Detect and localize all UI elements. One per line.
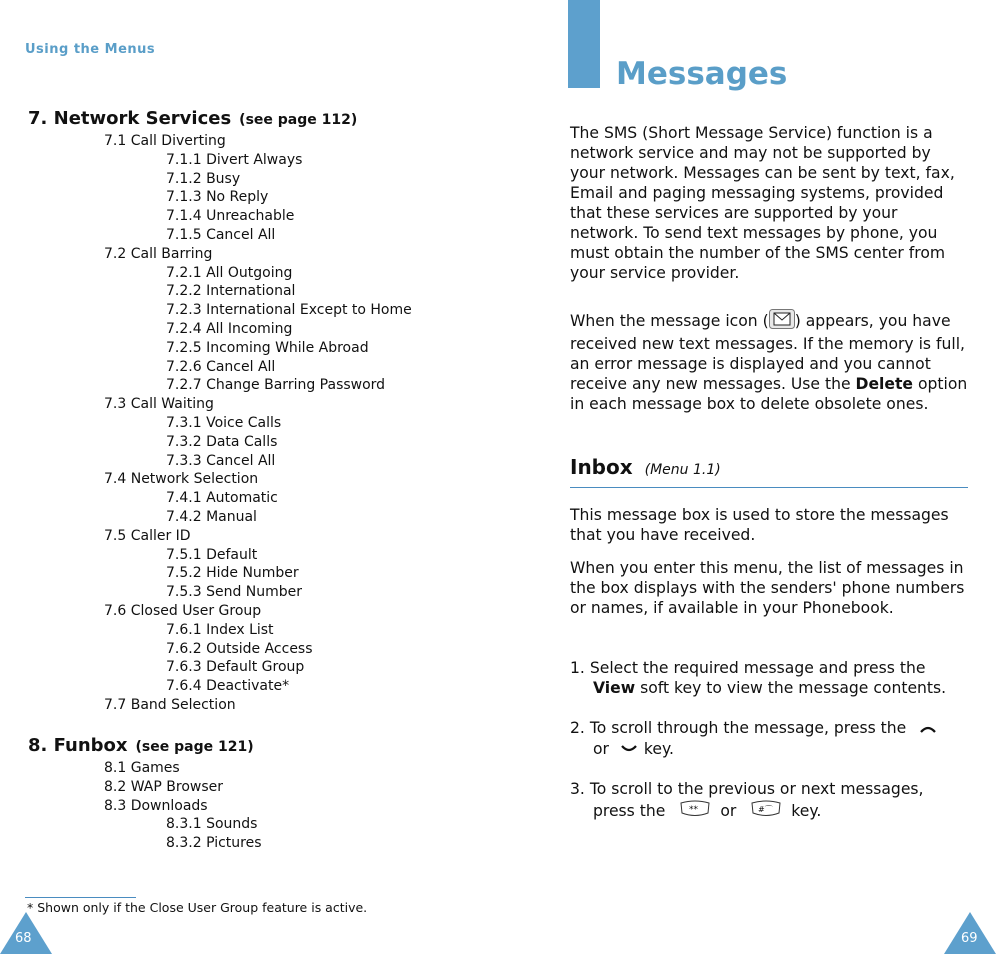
section-title bbox=[28, 735, 254, 756]
submenu-item: 7.4.1 Automatic bbox=[166, 490, 278, 507]
submenu-item: 8.3.2 Pictures bbox=[166, 835, 262, 852]
intro-paragraph: The SMS (Short Message Service) function is a network service and may not be supported by your network. Messages can be sent by text, fax, Email and paging messaging systems, provided that these services are supported by your network. To send text messages by phone, you must obtain the number of the SMS center from your service provider. bbox=[570, 124, 955, 282]
running-header: Using the Menus bbox=[25, 42, 156, 57]
menu-item: 7.1 Call Diverting bbox=[104, 133, 226, 149]
submenu-item: 7.1.1 Divert Always bbox=[166, 151, 303, 168]
menu-item: 8.3 Downloads bbox=[104, 797, 208, 814]
menu-item: 8.1 Games bbox=[104, 760, 180, 776]
submenu-item: 7.6.2 Outside Access bbox=[166, 640, 313, 657]
step-3-line1: 3. To scroll to the previous or next messages, bbox=[570, 780, 924, 798]
inbox-menu-ref: (Menu 1.1) bbox=[644, 462, 721, 478]
step-3 bbox=[570, 779, 970, 824]
submenu-item: 7.3.2 Data Calls bbox=[166, 433, 278, 450]
submenu-item: 7.6.1 Index List bbox=[166, 621, 274, 638]
section-page-ref: (see page 121) bbox=[135, 739, 254, 755]
step-2-line1: 2. To scroll through the message, press the bbox=[570, 719, 907, 737]
footnote-rule bbox=[25, 897, 136, 898]
submenu-item: 7.2.1 All Outgoing bbox=[166, 264, 293, 281]
up-key-icon bbox=[919, 719, 937, 739]
menu-item: 7.4 Network Selection bbox=[104, 471, 259, 488]
menu-item: 7.2 Call Barring bbox=[104, 245, 213, 262]
submenu-item: 7.5.2 Hide Number bbox=[166, 565, 299, 582]
page-number-left: 68 bbox=[15, 931, 32, 946]
submenu-item: 7.5.1 Default bbox=[166, 546, 258, 563]
step-3-press: press the bbox=[593, 802, 666, 820]
submenu-item: 7.1.3 No Reply bbox=[166, 189, 269, 206]
submenu-item: 7.1.5 Cancel All bbox=[166, 227, 276, 243]
submenu-item: 7.4.2 Manual bbox=[166, 509, 257, 525]
delete-term: Delete bbox=[855, 375, 913, 393]
submenu-item: 7.1.2 Busy bbox=[166, 170, 241, 187]
svg-text:#⌒: #⌒ bbox=[758, 805, 773, 814]
submenu-item: 7.2.5 Incoming While Abroad bbox=[166, 339, 369, 356]
submenu-item: 7.2.7 Change Barring Password bbox=[166, 377, 386, 394]
page-number-right: 69 bbox=[961, 931, 978, 946]
page-title: Messages bbox=[616, 56, 788, 92]
step-1-line1: 1. Select the required message and press the bbox=[570, 659, 926, 677]
hash-key-icon bbox=[749, 799, 783, 824]
step-2 bbox=[570, 718, 970, 759]
footnote: * Shown only if the Close User Group feature is active. bbox=[27, 900, 368, 915]
submenu-item: 7.2.4 All Incoming bbox=[166, 321, 293, 337]
inbox-desc-1: This message box is used to store the messages that you have received. bbox=[570, 506, 949, 544]
icon-paragraph bbox=[570, 309, 970, 414]
inbox-heading bbox=[570, 455, 721, 479]
submenu-item: 7.2.3 International Except to Home bbox=[166, 302, 412, 319]
menu-item: 8.2 WAP Browser bbox=[104, 778, 223, 795]
menu-item: 7.7 Band Selection bbox=[104, 697, 236, 713]
icon-para-end: option in each message box to delete obsolete ones. bbox=[570, 375, 968, 413]
submenu-item: 7.6.3 Default Group bbox=[166, 659, 305, 676]
inbox-desc-2: When you enter this menu, the list of messages in the box displays with the senders' phone numbers or names, if available in your Phonebook. bbox=[570, 559, 965, 617]
step-3-end: key. bbox=[791, 802, 822, 820]
submenu-item: 7.2.6 Cancel All bbox=[166, 358, 276, 375]
section-page-ref: (see page 112) bbox=[239, 112, 358, 128]
down-key-icon bbox=[620, 739, 638, 759]
view-term: View bbox=[593, 679, 636, 697]
submenu-item: 7.5.3 Send Number bbox=[166, 584, 303, 601]
step-2-end: key. bbox=[643, 739, 674, 758]
title-bar-accent bbox=[568, 0, 600, 88]
inbox-title: Inbox bbox=[570, 455, 633, 479]
inbox-rule bbox=[570, 487, 968, 488]
svg-text:**: ** bbox=[689, 805, 699, 815]
submenu-item: 8.3.1 Sounds bbox=[166, 816, 258, 833]
menu-item: 7.3 Call Waiting bbox=[104, 396, 214, 413]
section-title-text: 8. Funbox bbox=[28, 735, 128, 756]
section-title-text: 7. Network Services bbox=[28, 108, 232, 129]
submenu-item: 7.3.1 Voice Calls bbox=[166, 415, 282, 431]
icon-para-before: When the message icon ( bbox=[570, 312, 769, 330]
menu-item: 7.5 Caller ID bbox=[104, 527, 191, 544]
submenu-item: 7.1.4 Unreachable bbox=[166, 208, 295, 225]
step-2-or: or bbox=[593, 739, 609, 758]
step-1 bbox=[570, 658, 970, 698]
menu-item: 7.6 Closed User Group bbox=[104, 603, 262, 619]
star-key-icon bbox=[678, 799, 712, 824]
step-3-or: or bbox=[720, 802, 737, 820]
submenu-item: 7.2.2 International bbox=[166, 283, 296, 300]
icon-para-after: ) appears, you have received new text messages. If the memory is full, an error message is displayed and you cannot receive any new messages. Use the bbox=[570, 312, 965, 393]
submenu-item: 7.6.4 Deactivate* bbox=[166, 678, 290, 695]
section-title bbox=[28, 108, 357, 129]
envelope-icon bbox=[769, 309, 795, 334]
submenu-item: 7.3.3 Cancel All bbox=[166, 452, 276, 469]
step-1-rest: soft key to view the message contents. bbox=[635, 679, 947, 697]
